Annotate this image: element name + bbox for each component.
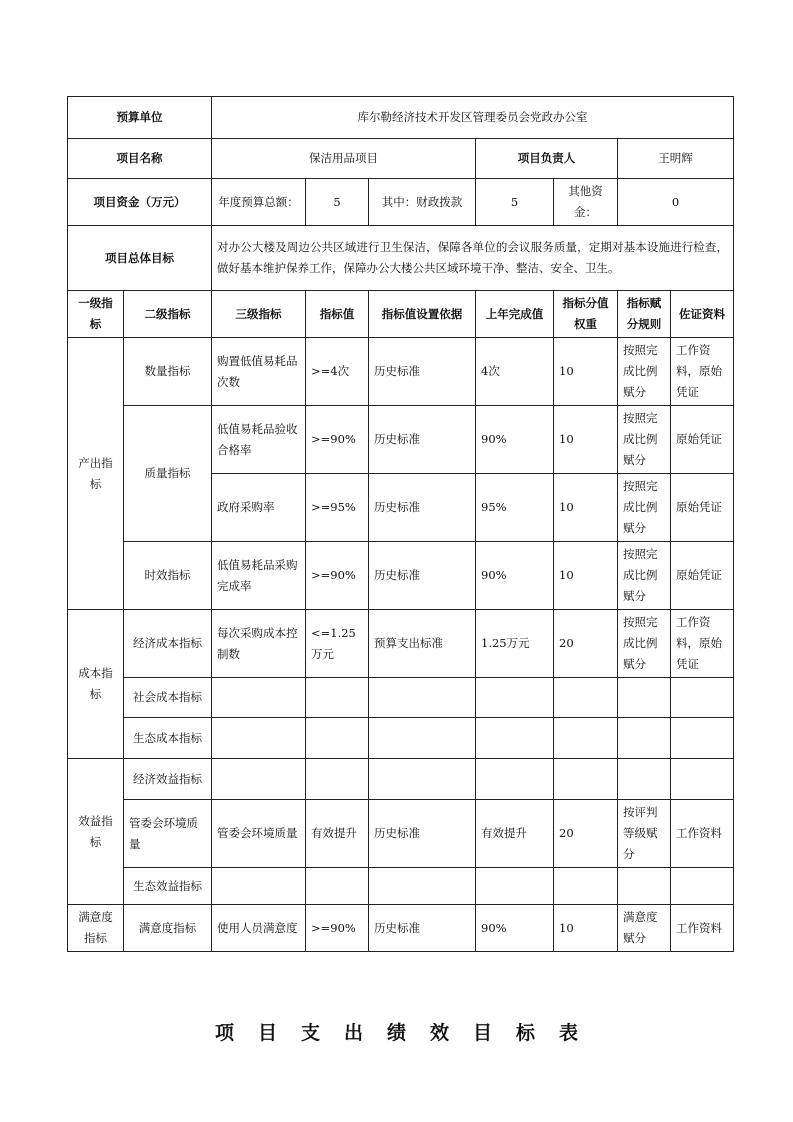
cell-l3: 每次采购成本控制数	[212, 610, 306, 678]
cell-basis: 历史标准	[369, 905, 476, 952]
cell-l3: 低值易耗品验收合格率	[212, 406, 306, 474]
cell-weight: 10	[554, 406, 618, 474]
table-row	[68, 542, 734, 610]
cell-rule	[618, 868, 671, 905]
cell-weight: 20	[554, 800, 618, 868]
cell-rule: 按照完成比例赋分	[618, 610, 671, 678]
cell-l3: 政府采购率	[212, 474, 306, 542]
cell-l2: 质量指标	[124, 406, 212, 542]
cell-l3	[212, 718, 306, 759]
cell-prev	[476, 678, 554, 718]
col-header-l1: 一级指标	[68, 291, 124, 338]
cell-value: >=90%	[306, 542, 369, 610]
cell-l2: 经济效益指标	[124, 759, 212, 800]
cell-weight: 20	[554, 610, 618, 678]
cell-evidence	[671, 868, 734, 905]
cell-basis	[369, 759, 476, 800]
other-fund-label: 其他资金：	[554, 179, 618, 226]
other-fund-value: 0	[618, 179, 734, 226]
cell-evidence	[671, 678, 734, 718]
cell-evidence	[671, 759, 734, 800]
group-output: 产出指标	[68, 338, 124, 610]
col-header-evidence: 佐证资料	[671, 291, 734, 338]
cell-basis: 历史标准	[369, 338, 476, 406]
cell-evidence: 工作资料	[671, 800, 734, 868]
cell-l3: 低值易耗品采购完成率	[212, 542, 306, 610]
cell-value	[306, 678, 369, 718]
cell-l2: 数量指标	[124, 338, 212, 406]
fiscal-value: 5	[476, 179, 554, 226]
goal-text: 对办公大楼及周边公共区域进行卫生保洁，保障各单位的会议服务质量，定期对基本设施进行检查，做好基本维护保养工作，保障办公大楼公共区域环境干净、整洁、安全、卫生。	[212, 226, 734, 291]
fiscal-label: 其中：财政拨款	[369, 179, 476, 226]
table-row	[68, 718, 734, 759]
cell-prev: 90%	[476, 905, 554, 952]
unit-value: 库尔勒经济技术开发区管理委员会党政办公室	[212, 97, 734, 139]
project-name-value: 保洁用品项目	[212, 139, 476, 179]
cell-rule	[618, 718, 671, 759]
col-header-prev: 上年完成值	[476, 291, 554, 338]
cell-weight	[554, 678, 618, 718]
cell-evidence	[671, 718, 734, 759]
cell-prev: 95%	[476, 474, 554, 542]
cell-basis: 历史标准	[369, 800, 476, 868]
cell-value: >=4次	[306, 338, 369, 406]
cell-l2: 管委会环境质量	[124, 800, 212, 868]
cell-value: 有效提升	[306, 800, 369, 868]
cell-l2: 时效指标	[124, 542, 212, 610]
table-row	[68, 406, 734, 474]
goal-label: 项目总体目标	[68, 226, 212, 291]
cell-basis	[369, 678, 476, 718]
cell-weight: 10	[554, 542, 618, 610]
cell-weight	[554, 718, 618, 759]
cell-prev: 4次	[476, 338, 554, 406]
col-header-l3: 三级指标	[212, 291, 306, 338]
cell-l3	[212, 868, 306, 905]
annual-budget-label: 年度预算总额：	[212, 179, 306, 226]
table-row	[68, 338, 734, 406]
cell-l3: 使用人员满意度	[212, 905, 306, 952]
table-row	[68, 800, 734, 868]
cell-prev: 90%	[476, 542, 554, 610]
cell-prev: 1.25万元	[476, 610, 554, 678]
cell-value	[306, 718, 369, 759]
cell-prev: 90%	[476, 406, 554, 474]
table-row	[68, 678, 734, 718]
cell-value: >=90%	[306, 905, 369, 952]
cell-basis: 历史标准	[369, 406, 476, 474]
cell-value	[306, 868, 369, 905]
cell-prev	[476, 868, 554, 905]
table-row	[68, 905, 734, 952]
cell-weight: 10	[554, 338, 618, 406]
cell-evidence: 工作资料，原始凭证	[671, 338, 734, 406]
project-leader-value: 王明辉	[618, 139, 734, 179]
cell-evidence: 原始凭证	[671, 542, 734, 610]
cell-prev: 有效提升	[476, 800, 554, 868]
performance-target-table	[67, 96, 734, 952]
cell-l3: 管委会环境质量	[212, 800, 306, 868]
cell-rule: 按照完成比例赋分	[618, 542, 671, 610]
cell-weight: 10	[554, 905, 618, 952]
cell-evidence: 原始凭证	[671, 474, 734, 542]
cell-basis: 历史标准	[369, 542, 476, 610]
cell-basis	[369, 868, 476, 905]
cell-rule	[618, 759, 671, 800]
cell-rule: 满意度赋分	[618, 905, 671, 952]
cell-prev	[476, 759, 554, 800]
cell-weight: 10	[554, 474, 618, 542]
cell-rule: 按照完成比例赋分	[618, 474, 671, 542]
cell-l2: 满意度指标	[124, 905, 212, 952]
cell-l3: 购置低值易耗品次数	[212, 338, 306, 406]
cell-rule	[618, 678, 671, 718]
cell-evidence: 原始凭证	[671, 406, 734, 474]
cell-rule: 按照完成比例赋分	[618, 406, 671, 474]
table-row	[68, 868, 734, 905]
cell-l3	[212, 759, 306, 800]
cell-value: <=1.25万元	[306, 610, 369, 678]
cell-rule: 按照完成比例赋分	[618, 338, 671, 406]
cell-rule: 按评判等级赋分	[618, 800, 671, 868]
col-header-l2: 二级指标	[124, 291, 212, 338]
cell-l2: 生态效益指标	[124, 868, 212, 905]
group-cost: 成本指标	[68, 610, 124, 759]
col-header-basis: 指标值设置依据	[369, 291, 476, 338]
unit-label: 预算单位	[68, 97, 212, 139]
cell-basis	[369, 718, 476, 759]
group-satisfaction: 满意度指标	[68, 905, 124, 952]
cell-basis: 历史标准	[369, 474, 476, 542]
cell-weight	[554, 868, 618, 905]
group-benefit: 效益指标	[68, 759, 124, 905]
col-header-value: 指标值	[306, 291, 369, 338]
cell-l3	[212, 678, 306, 718]
col-header-rule: 指标赋分规则	[618, 291, 671, 338]
annual-budget-value: 5	[306, 179, 369, 226]
cell-basis: 预算支出标准	[369, 610, 476, 678]
cell-l2: 生态成本指标	[124, 718, 212, 759]
table-row	[68, 759, 734, 800]
cell-value: >=95%	[306, 474, 369, 542]
project-name-label: 项目名称	[68, 139, 212, 179]
cell-value	[306, 759, 369, 800]
cell-l2: 社会成本指标	[124, 678, 212, 718]
cell-evidence: 工作资料	[671, 905, 734, 952]
col-header-weight: 指标分值权重	[554, 291, 618, 338]
cell-prev	[476, 718, 554, 759]
cell-evidence: 工作资料，原始凭证	[671, 610, 734, 678]
table-row	[68, 610, 734, 678]
project-leader-label: 项目负责人	[476, 139, 618, 179]
cell-weight	[554, 759, 618, 800]
cell-value: >=90%	[306, 406, 369, 474]
cell-l2: 经济成本指标	[124, 610, 212, 678]
fund-label: 项目资金（万元）	[68, 179, 212, 226]
page-title: 项目支出绩效目标表	[214, 1022, 602, 1044]
